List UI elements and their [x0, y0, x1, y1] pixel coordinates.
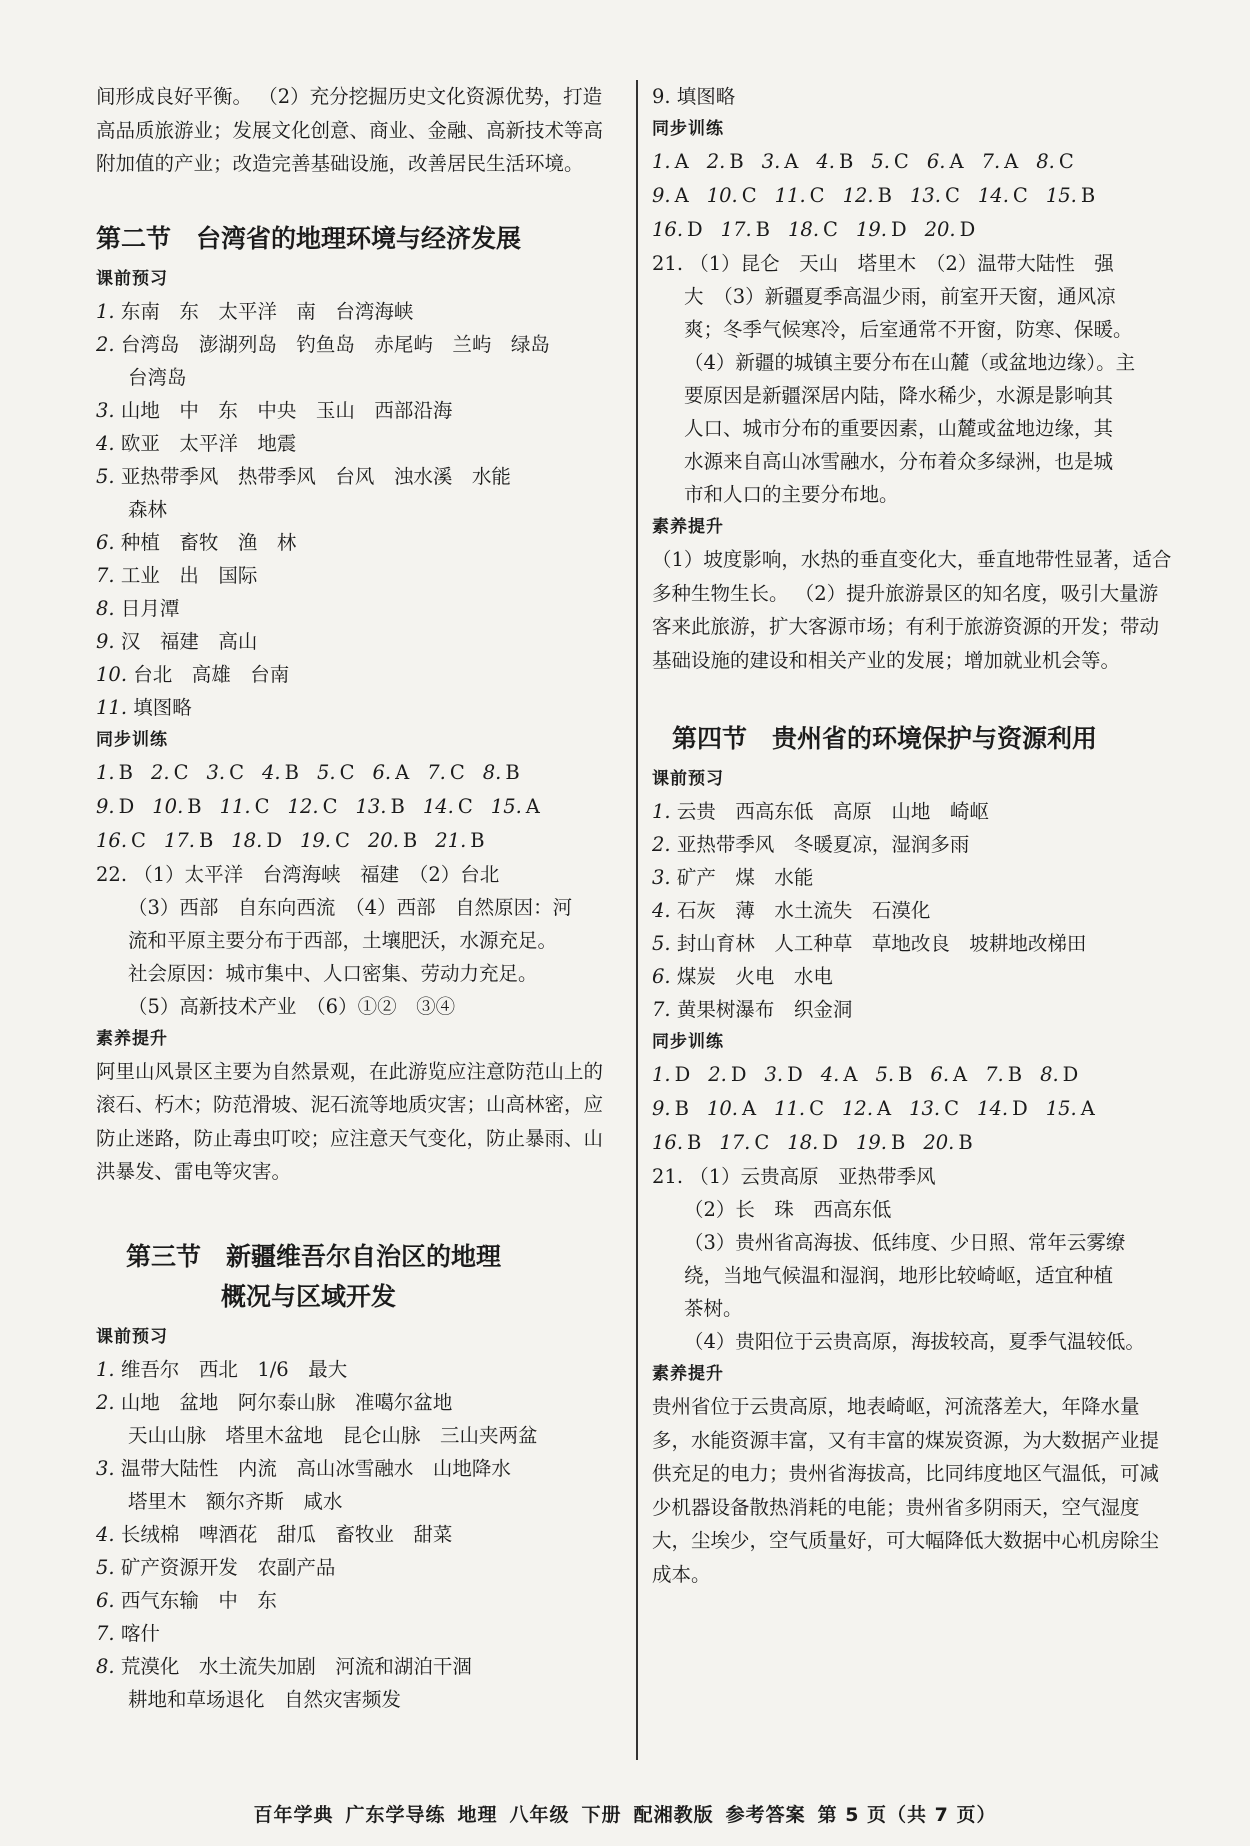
footer-part: 配湘教版	[633, 1804, 714, 1826]
list-item	[96, 361, 616, 394]
question-number: 15.	[1045, 184, 1077, 207]
answer-line: 人口、城市分布的重要因素，山麓或盆地边缘，其	[684, 417, 1114, 440]
item-number: 5.	[96, 1555, 121, 1579]
item-number: 8.	[96, 1654, 121, 1678]
list-item	[96, 1353, 616, 1386]
answer-line: （3）西部 自东向西流 （4）西部 自然原因：河	[128, 895, 573, 919]
answer-choice: B	[402, 828, 418, 852]
question-number: 3.	[761, 150, 781, 173]
answer-line: （4）贵阳位于云贵高原，海拔较高，夏季气温较低。	[684, 1330, 1145, 1353]
item-number: 6.	[652, 965, 677, 988]
item-number: 10.	[96, 662, 134, 686]
list-item	[96, 658, 616, 691]
question-number: 6.	[372, 760, 392, 784]
answer-row	[96, 756, 616, 790]
question-number: 4.	[820, 1063, 840, 1086]
item-text: 山地 盆地 阿尔泰山脉 准噶尔盆地	[120, 1390, 453, 1414]
question-number: 8.	[482, 760, 502, 784]
list-item	[96, 592, 616, 625]
answer-choice: C	[229, 760, 245, 784]
question-number: 2.	[708, 1063, 727, 1086]
section-3-title-line2: 概况与区域开发	[221, 1281, 397, 1311]
answer-choice: B	[284, 760, 299, 784]
footer-part: 百年学典	[253, 1804, 334, 1826]
question-number: 1.	[96, 760, 115, 784]
item-text: 天山山脉 塔里木盆地 昆仑山脉 三山夹两盆	[128, 1423, 538, 1447]
question-number: 6.	[930, 1063, 950, 1086]
question-number: 7.	[427, 760, 446, 784]
answer-line: 要原因是新疆深居内陆，降水稀少，水源是影响其	[684, 384, 1114, 407]
answer-choice: A	[674, 184, 689, 207]
list-item	[96, 526, 616, 559]
answer-choice: B	[470, 828, 485, 852]
answer-row	[96, 824, 616, 858]
item-number: 2.	[96, 1390, 121, 1414]
answer-choice: B	[898, 1063, 913, 1086]
question-number: 2.	[150, 760, 170, 784]
list-item	[652, 993, 1172, 1026]
item-number: 4.	[96, 431, 121, 455]
item-number: 7.	[96, 563, 121, 587]
list-item	[652, 828, 1172, 861]
list-item	[96, 1551, 616, 1584]
answer-choice: B	[390, 794, 405, 818]
answer-choice: D	[959, 218, 976, 241]
question-number: 8.	[1036, 150, 1055, 173]
question-number: 9.	[652, 184, 671, 207]
answer-choice: C	[173, 760, 189, 784]
item-text: 填图略	[133, 695, 192, 719]
answer-line: （2）长 珠 西高东低	[684, 1198, 892, 1221]
question-number: 17.	[163, 828, 195, 852]
answer-row	[652, 1126, 1172, 1160]
item-number: 11.	[96, 695, 134, 719]
answer-choice: A	[525, 794, 540, 818]
question-number: 16.	[652, 218, 684, 241]
question-number: 1.	[652, 1063, 671, 1086]
item-text: 东南 东 太平洋 南 台湾海峡	[120, 299, 414, 323]
answer-row	[652, 1058, 1172, 1092]
item-number: 2.	[652, 833, 677, 856]
answer-choice: A	[877, 1097, 892, 1120]
item-number: 1.	[652, 800, 677, 823]
answer-choice: A	[1004, 150, 1019, 173]
question-number: 21.	[435, 828, 467, 852]
item-text: 云贵 西高东低 高原 山地 崎岖	[676, 800, 989, 823]
badge-improve: 素养提升	[652, 1364, 724, 1384]
answer-choice: D	[822, 1131, 838, 1154]
sec2-preview-list	[96, 295, 616, 724]
answer-choice: B	[1007, 1063, 1023, 1086]
answer-choice: C	[457, 794, 473, 818]
answer-choice: C	[741, 184, 757, 207]
intro-paragraph: 间形成良好平衡。 （2）充分挖掘历史文化资源优势，打造高品质旅游业；发展文化创意、商业、金融、高新技术等高附加值的产业；改造完善基础设施，改善居民生活环境。	[96, 85, 604, 175]
item-number: 8.	[96, 596, 121, 620]
list-item	[96, 559, 616, 592]
sec4-improve-text: 贵州省位于云贵高原，地表崎岖，河流落差大，年降水量多，水能资源丰富，又有丰富的煤炭资源，为大数据产业提供充足的电力；贵州省海拔高，比同纬度地区气温低，可减少机器设备散热消耗的电能；贵州省多阴雨天，空气湿度大，尘埃少，空气质量好，可大幅降低大数据中心机房除尘成本。	[652, 1395, 1160, 1586]
item-text: 欧亚 太平洋 地震	[120, 431, 297, 455]
answer-choice: B	[729, 150, 744, 173]
footer-part: 第 5 页（共 7 页）	[817, 1804, 997, 1826]
list-item	[652, 960, 1172, 993]
answer-line: 21. （1）云贵高原 亚热带季风	[652, 1165, 936, 1188]
item-number: 1.	[96, 299, 121, 323]
item-text: 温带大陆性 内流 高山冰雪融水 山地降水	[120, 1456, 511, 1480]
answer-line: 市和人口的主要分布地。	[684, 483, 899, 506]
sec3-answer-grid	[652, 145, 1172, 247]
section-2-title: 第二节 台湾省的地理环境与经济发展	[96, 223, 522, 253]
answer-choice: C	[944, 184, 960, 207]
footer-part: 广东学导练	[345, 1804, 446, 1826]
answer-row	[652, 1092, 1172, 1126]
answer-choice: A	[741, 1097, 757, 1120]
answer-choice: D	[890, 218, 907, 241]
question-number: 11.	[219, 794, 251, 818]
answer-line: 水源来自高山冰雪融水，分布着众多绿洲，也是城	[684, 450, 1114, 473]
question-number: 5.	[875, 1063, 895, 1086]
answer-choice: D	[266, 828, 282, 852]
answer-choice: C	[322, 794, 338, 818]
list-item	[96, 1683, 616, 1716]
item-text: 亚热带季风 冬暖夏凉，湿润多雨	[676, 833, 970, 856]
sec4-answer-grid	[652, 1058, 1172, 1160]
list-item	[652, 795, 1172, 828]
answer-choice: B	[118, 760, 133, 784]
item-number: 3.	[652, 866, 677, 889]
sec2-improve-text: 阿里山风景区主要为自然景观，在此游览应注意防范山上的滚石、朽木；防范滑坡、泥石流等地质灾害；山高林密，应防止迷路，防止毒虫叮咬；应注意天气变化，防止暴雨、山洪暴发、雷电等灾害。	[96, 1059, 604, 1183]
item-9-fill-map: 9. 填图略	[652, 85, 736, 108]
list-item	[96, 691, 616, 724]
section-3-title	[96, 1237, 616, 1317]
answer-choice: B	[687, 1131, 702, 1154]
answer-choice: C	[334, 828, 350, 852]
answer-choice: B	[958, 1131, 973, 1154]
question-number: 10.	[706, 184, 738, 207]
question-number: 15.	[1045, 1097, 1077, 1120]
answer-line: 爽；冬季气候寒冷，后室通常不开窗，防寒、保暖。	[684, 318, 1133, 341]
list-item	[96, 460, 616, 493]
answer-choice: C	[893, 150, 909, 173]
question-number: 14.	[422, 794, 454, 818]
item-text: 亚热带季风 热带季风 台风 浊水溪 水能	[120, 464, 511, 488]
answer-choice: D	[787, 1063, 803, 1086]
question-number: 11.	[774, 1097, 806, 1120]
item-number: 7.	[96, 1621, 121, 1645]
question-number: 18.	[787, 1131, 819, 1154]
question-number: 20.	[923, 1131, 955, 1154]
answer-row	[652, 145, 1172, 179]
answer-choice: C	[131, 828, 146, 852]
answer-choice: D	[1012, 1097, 1028, 1120]
question-number: 9.	[96, 794, 115, 818]
footer-part: 八年级	[509, 1804, 570, 1826]
question-number: 13.	[355, 794, 387, 818]
item-number: 9.	[96, 629, 121, 653]
sec4-question-21	[652, 1160, 1172, 1358]
answer-choice: A	[843, 1063, 858, 1086]
item-number: 3.	[96, 398, 121, 422]
sec4-preview-list	[652, 795, 1172, 1026]
item-number: 5.	[96, 464, 121, 488]
answer-choice: C	[339, 760, 355, 784]
answer-choice: D	[1062, 1063, 1079, 1086]
column-divider	[636, 80, 638, 1760]
list-item	[96, 1485, 616, 1518]
item-text: 台湾岛 澎湖列岛 钓鱼岛 赤尾屿 兰屿 绿岛	[120, 332, 550, 356]
section-3-title-line1: 第三节 新疆维吾尔自治区的地理	[126, 1241, 502, 1271]
question-number: 17.	[719, 1131, 751, 1154]
answer-choice: C	[1058, 150, 1074, 173]
answer-choice: C	[1012, 184, 1028, 207]
question-number: 20.	[367, 828, 399, 852]
item-text: 煤炭 火电 水电	[676, 965, 833, 988]
answer-row	[96, 790, 616, 824]
question-number: 19.	[855, 1131, 887, 1154]
sec3-question-21	[652, 247, 1172, 511]
item-number: 5.	[652, 932, 677, 955]
answer-choice: B	[755, 218, 771, 241]
section-4-title: 第四节 贵州省的环境保护与资源利用	[672, 724, 1098, 753]
sec2-answer-grid	[96, 756, 616, 858]
answer-line: 社会原因：城市集中、人口密集、劳动力充足。	[128, 961, 538, 985]
list-item	[96, 427, 616, 460]
list-item	[96, 1386, 616, 1419]
item-number: 4.	[652, 899, 677, 922]
item-text: 矿产 煤 水能	[676, 866, 814, 889]
badge-improve: 素养提升	[652, 517, 724, 537]
badge-improve: 素养提升	[96, 1028, 168, 1049]
badge-preview: 课前预习	[96, 268, 168, 289]
question-number: 15.	[490, 794, 522, 818]
item-text: 工业 出 国际	[120, 563, 258, 587]
footer-part: 参考答案	[725, 1804, 806, 1826]
right-column	[652, 80, 1172, 1591]
question-number: 8.	[1040, 1063, 1059, 1086]
list-item	[652, 861, 1172, 894]
item-number: 2.	[96, 332, 121, 356]
list-item	[96, 295, 616, 328]
answer-line: 流和平原主要分布于西部，土壤肥沃，水源充足。	[128, 928, 558, 952]
answer-choice: B	[187, 794, 202, 818]
item-number: 6.	[96, 1588, 121, 1612]
sec2-question-22	[96, 858, 616, 1023]
left-column	[96, 80, 616, 1716]
answer-line: （4）新疆的城镇主要分布在山麓（或盆地边缘）。主	[684, 351, 1136, 374]
item-text: 荒漠化 水土流失加剧 河流和湖泊干涸	[120, 1654, 472, 1678]
question-number: 12.	[842, 1097, 874, 1120]
answer-choice: A	[949, 150, 964, 173]
item-text: 汉 福建 高山	[120, 629, 258, 653]
answer-line: 绕，当地气候温和湿润，地形比较崎岖，适宜种植	[684, 1264, 1114, 1287]
item-text: 种植 畜牧 渔 林	[120, 530, 297, 554]
item-text: 台湾岛	[128, 365, 187, 389]
item-text: 西气东输 中 东	[120, 1588, 277, 1612]
question-number: 5.	[316, 760, 336, 784]
list-item	[652, 894, 1172, 927]
answer-row	[652, 179, 1172, 213]
question-number: 12.	[842, 184, 874, 207]
badge-practice: 同步训练	[652, 1032, 724, 1052]
question-number: 12.	[287, 794, 319, 818]
item-text: 维吾尔 西北 1/6 最大	[120, 1357, 348, 1381]
item-number: 7.	[652, 998, 677, 1021]
badge-preview: 课前预习	[96, 1326, 168, 1347]
question-number: 6.	[926, 150, 946, 173]
item-text: 山地 中 东 中央 玉山 西部沿海	[120, 398, 453, 422]
question-number: 19.	[855, 218, 887, 241]
item-text: 黄果树瀑布 织金洞	[676, 998, 853, 1021]
question-number: 3.	[764, 1063, 784, 1086]
page-footer	[0, 1800, 1250, 1827]
footer-part: 下册	[581, 1804, 622, 1826]
item-text: 森林	[128, 497, 168, 521]
badge-practice: 同步训练	[652, 119, 724, 139]
sec3-improve-text: （1）坡度影响，水热的垂直变化大，垂直地带性显著，适合多种生物生长。 （2）提升旅游景区的知名度，吸引大量游客来此旅游，扩大客源市场；有利于旅游资源的开发；带动基础设施的建设和相关产业的发展；增加就业机会等。	[652, 548, 1172, 672]
answer-choice: C	[254, 794, 270, 818]
question-number: 1.	[652, 150, 671, 173]
list-item	[96, 394, 616, 427]
question-number: 5.	[871, 150, 890, 173]
item-text: 日月潭	[120, 596, 180, 620]
badge-preview: 课前预习	[652, 769, 724, 789]
item-text: 台北 高雄 台南	[133, 662, 290, 686]
answer-choice: A	[953, 1063, 968, 1086]
badge-practice: 同步训练	[96, 729, 168, 750]
question-number: 17.	[720, 218, 752, 241]
answer-choice: B	[674, 1097, 689, 1120]
question-number: 2.	[706, 150, 726, 173]
answer-choice: C	[823, 218, 838, 241]
question-number: 18.	[231, 828, 263, 852]
item-number: 4.	[96, 1522, 121, 1546]
question-number: 16.	[652, 1131, 684, 1154]
answer-choice: A	[674, 150, 689, 173]
answer-choice: B	[505, 760, 520, 784]
answer-choice: A	[784, 150, 799, 173]
list-item	[652, 927, 1172, 960]
question-number: 13.	[909, 184, 941, 207]
item-number: 6.	[96, 530, 121, 554]
footer-part: 地理	[457, 1804, 498, 1826]
answer-choice: D	[674, 1063, 691, 1086]
answer-choice: C	[809, 1097, 824, 1120]
list-item	[96, 1419, 616, 1452]
item-number: 3.	[96, 1456, 121, 1480]
answer-choice: C	[754, 1131, 770, 1154]
answer-choice: A	[395, 760, 410, 784]
answer-choice: B	[890, 1131, 906, 1154]
question-number: 10.	[152, 794, 184, 818]
question-number: 13.	[909, 1097, 941, 1120]
answer-choice: B	[1080, 184, 1096, 207]
answer-choice: C	[809, 184, 825, 207]
item-text: 石灰 薄 水土流失 石漠化	[676, 899, 931, 922]
item-number: 1.	[96, 1357, 121, 1381]
question-number: 7.	[981, 150, 1001, 173]
question-number: 11.	[774, 184, 806, 207]
answer-line: 21. （1）昆仑 天山 塔里木 （2）温带大陆性 强	[652, 252, 1114, 275]
item-text: 封山育林 人工种草 草地改良 坡耕地改梯田	[676, 932, 1087, 955]
list-item	[96, 1518, 616, 1551]
question-number: 19.	[299, 828, 331, 852]
answer-line: （3）贵州省高海拔、低纬度、少日照、常年云雾缭	[684, 1231, 1126, 1254]
item-text: 塔里木 额尔齐斯 咸水	[128, 1489, 343, 1513]
answer-choice: A	[1080, 1097, 1095, 1120]
question-number: 20.	[924, 218, 956, 241]
question-number: 3.	[206, 760, 226, 784]
sec3-preview-list	[96, 1353, 616, 1716]
item-text: 耕地和草场退化 自然灾害频发	[128, 1687, 402, 1711]
answer-choice: D	[687, 218, 703, 241]
answer-choice: B	[198, 828, 214, 852]
answer-choice: D	[730, 1063, 747, 1086]
item-text: 长绒棉 啤酒花 甜瓜 畜牧业 甜菜	[120, 1522, 453, 1546]
list-item	[96, 328, 616, 361]
question-number: 14.	[977, 1097, 1009, 1120]
question-number: 4.	[262, 760, 281, 784]
answer-line: 22. （1）太平洋 台湾海峡 福建 （2）台北	[96, 862, 500, 886]
question-number: 14.	[977, 184, 1009, 207]
answer-choice: C	[449, 760, 465, 784]
answer-line: 茶树。	[684, 1297, 743, 1320]
answer-choice: B	[877, 184, 892, 207]
question-number: 10.	[706, 1097, 738, 1120]
answer-line: （5）高新技术产业 （6）①② ③④	[128, 994, 456, 1018]
answer-choice: B	[838, 150, 854, 173]
item-text: 喀什	[120, 1621, 160, 1645]
question-number: 9.	[652, 1097, 671, 1120]
list-item	[96, 1617, 616, 1650]
question-number: 16.	[96, 828, 128, 852]
list-item	[96, 493, 616, 526]
answer-row	[652, 213, 1172, 247]
question-number: 4.	[816, 150, 835, 173]
answer-line: 大 （3）新疆夏季高温少雨，前室开天窗，通风凉	[684, 285, 1116, 308]
list-item	[96, 625, 616, 658]
answer-choice: C	[944, 1097, 960, 1120]
list-item	[96, 1650, 616, 1683]
question-number: 18.	[788, 218, 820, 241]
list-item	[96, 1584, 616, 1617]
answer-choice: D	[118, 794, 135, 818]
item-text: 矿产资源开发 农副产品	[120, 1555, 336, 1579]
question-number: 7.	[985, 1063, 1004, 1086]
list-item	[96, 1452, 616, 1485]
